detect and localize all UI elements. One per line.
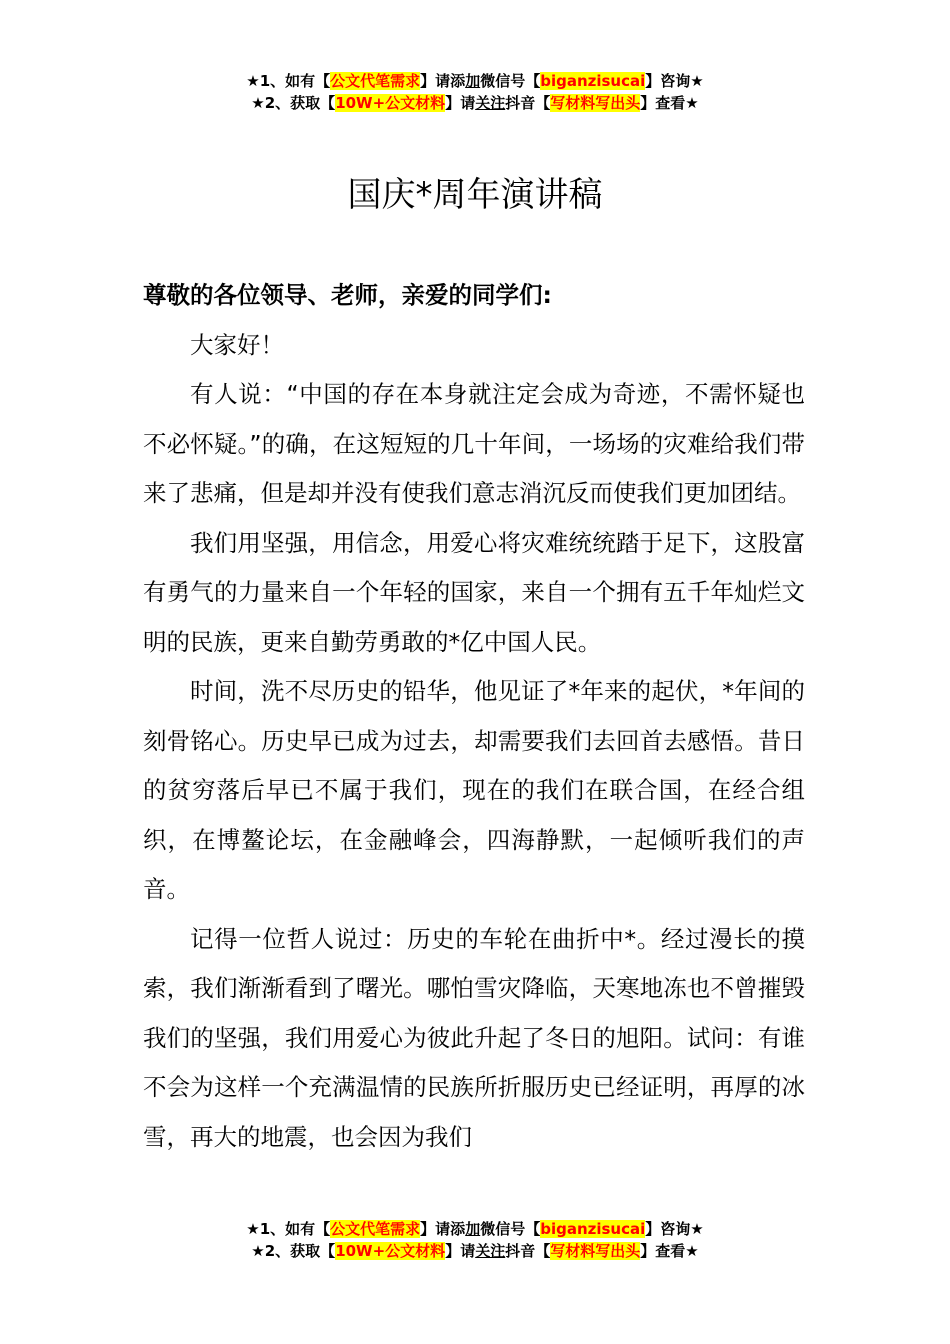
banner-text: 】请 xyxy=(445,1242,476,1260)
banner-text: ★2、获取【 xyxy=(251,94,336,112)
banner-text: 微信号【 xyxy=(480,1220,541,1238)
banner-text: 】请添 xyxy=(420,1220,466,1238)
footer-banner xyxy=(0,1218,950,1262)
paragraph: 有人说：“中国的存在本身就注定会成为奇迹，不需怀疑也不必怀疑。”的确，在这短短的几十年间，一场场的灾难给我们带来了悲痛，但是却并没有使我们意志消沉反而使我们更加团结。 xyxy=(143,380,805,507)
banner-text: 】咨询★ xyxy=(645,72,704,90)
banner-line-1 xyxy=(0,1218,950,1240)
banner-highlight: biganzisucai xyxy=(540,72,646,90)
banner-highlight: biganzisucai xyxy=(540,1220,646,1238)
banner-highlight: 10W+公文材料 xyxy=(335,1242,446,1260)
document-title: 国庆*周年演讲稿 xyxy=(347,175,603,215)
banner-underlined-text: 加 xyxy=(465,72,481,90)
banner-text: ★1、如有【 xyxy=(246,72,331,90)
header-banner xyxy=(0,70,950,114)
banner-line-2 xyxy=(0,1240,950,1262)
banner-text: ★2、获取【 xyxy=(251,1242,336,1260)
banner-text: 】请 xyxy=(445,94,476,112)
paragraph: 时间，洗不尽历史的铅华，他见证了*年来的起伏，*年间的刻骨铭心。历史早已成为过去，却需要我们去回首去感悟。昔日的贫穷落后早已不属于我们，现在的我们在联合国，在经合组织，在博鳌论坛，在金融峰会，四海静默，一起倾听我们的声音。 xyxy=(143,677,805,903)
banner-line-1 xyxy=(0,70,950,92)
banner-highlight: 公文代笔需求 xyxy=(330,72,421,90)
banner-underlined-text: 加 xyxy=(465,1220,481,1238)
banner-text: 抖音【 xyxy=(505,94,551,112)
paragraph: 大家好！ xyxy=(190,330,284,359)
banner-text: 抖音【 xyxy=(505,1242,551,1260)
banner-text: 】查看★ xyxy=(640,94,699,112)
banner-highlight: 写材料写出头 xyxy=(550,94,641,112)
banner-highlight: 公文代笔需求 xyxy=(330,1220,421,1238)
banner-text: ★1、如有【 xyxy=(246,1220,331,1238)
banner-line-2 xyxy=(0,92,950,114)
banner-text: 】查看★ xyxy=(640,1242,699,1260)
banner-highlight: 写材料写出头 xyxy=(550,1242,641,1260)
banner-text: 微信号【 xyxy=(480,72,541,90)
greeting: 尊敬的各位领导、老师，亲爱的同学们: xyxy=(143,281,552,309)
document-body xyxy=(143,271,805,1162)
banner-text: 】咨询★ xyxy=(645,1220,704,1238)
banner-underlined-text: 关注 xyxy=(475,1242,506,1260)
paragraph: 记得一位哲人说过：历史的车轮在曲折中*。经过漫长的摸索，我们渐渐看到了曙光。哪怕雪灾降临，天寒地冻也不曾摧毁我们的坚强，我们用爱心为彼此升起了冬日的旭阳。试问：有谁不会为这样一个充满温情的民族所折服历史已经证明，再厚的冰雪，再大的地震，也会因为我们 xyxy=(143,924,805,1151)
banner-text: 】请添 xyxy=(420,72,466,90)
banner-underlined-text: 关注 xyxy=(475,94,506,112)
banner-highlight: 10W+公文材料 xyxy=(335,94,446,112)
paragraph: 我们用坚强，用信念，用爱心将灾难统统踏于足下，这股富有勇气的力量来自一个年轻的国家，来自一个拥有五千年灿烂文明的民族，更来自勤劳勇敢的*亿中国人民。 xyxy=(143,528,805,656)
